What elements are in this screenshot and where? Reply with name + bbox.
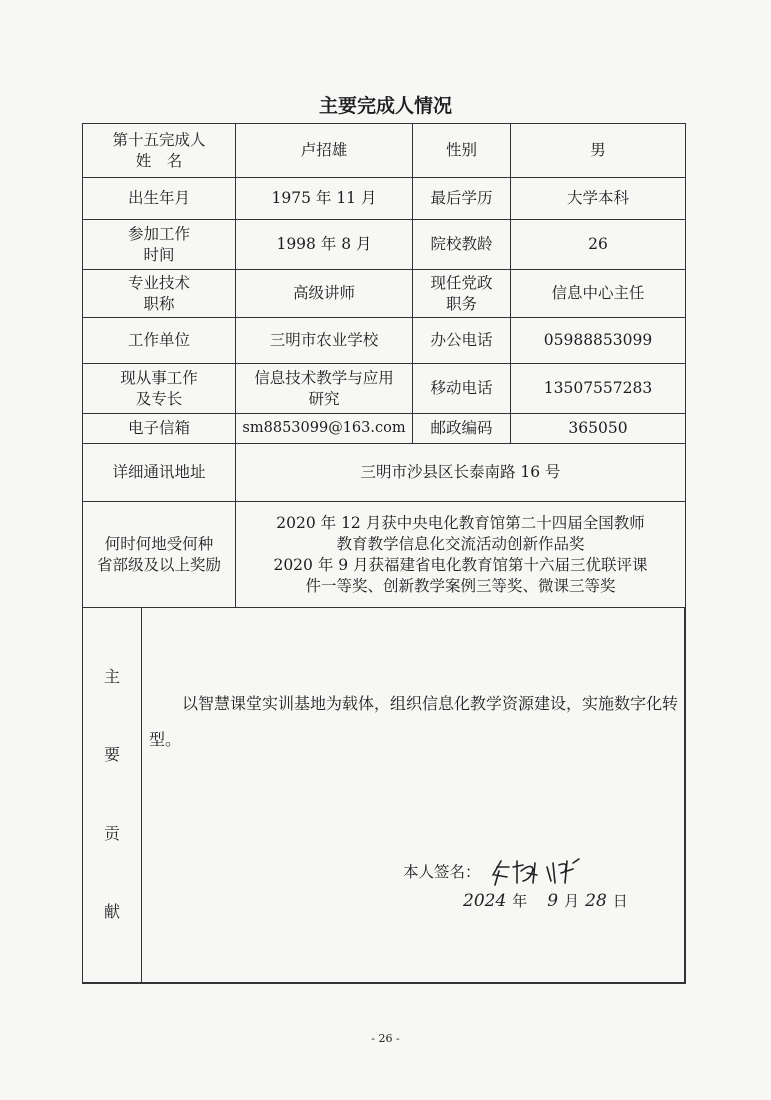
work-start-label: 参加工作 时间 — [83, 220, 236, 270]
professional-title-label: 专业技术 职称 — [83, 270, 236, 318]
contribution-section — [82, 607, 685, 983]
award-line: 2020 年 12 月获中央电化教育馆第二十四届全国教师 — [276, 513, 645, 532]
award-line: 件一等奖、创新教学案例三等奖、微课三等奖 — [305, 576, 616, 595]
mobile-label: 移动电话 — [413, 364, 511, 414]
contribution-label-char: 贡 — [103, 823, 120, 843]
awards-value — [236, 502, 686, 608]
postcode-label: 邮政编码 — [413, 414, 511, 444]
address-label: 详细通讯地址 — [83, 444, 236, 502]
contribution-label-char: 献 — [103, 901, 120, 921]
name-label: 第十五完成人 姓 名 — [83, 124, 236, 178]
contribution-label-char: 要 — [103, 745, 120, 765]
professional-title-value: 高级讲师 — [236, 270, 413, 318]
contribution-label-char: 主 — [103, 667, 120, 686]
office-phone-label: 办公电话 — [413, 318, 511, 364]
work-unit-label: 工作单位 — [83, 318, 236, 364]
email-label: 电子信箱 — [83, 414, 236, 444]
birth-label: 出生年月 — [83, 178, 236, 220]
page-number: - 26 - — [371, 1032, 400, 1045]
work-unit-value: 三明市农业学校 — [236, 318, 413, 364]
education-value: 大学本科 — [511, 178, 686, 220]
award-line: 教育教学信息化交流活动创新作品奖 — [336, 534, 585, 553]
gender-label: 性别 — [413, 124, 511, 178]
birth-value: 1975 年 11 月 — [236, 178, 413, 220]
name-value: 卢招雄 — [236, 124, 413, 178]
date-year: 2024 — [463, 891, 507, 911]
postcode-value: 365050 — [511, 414, 686, 444]
date-year-unit: 年 — [512, 892, 528, 910]
mobile-value: 13507557283 — [511, 364, 686, 414]
email-value: sm8853099@163.com — [236, 414, 413, 444]
awards-label: 何时何地受何种 省部级及以上奖励 — [83, 502, 236, 608]
teaching-age-value: 26 — [511, 220, 686, 270]
date-month: 9 — [547, 891, 559, 911]
teaching-age-label: 院校教龄 — [413, 220, 511, 270]
date-day: 28 — [585, 891, 607, 911]
position-value: 信息中心主任 — [511, 270, 686, 318]
handwritten-signature — [487, 853, 587, 889]
signature-label: 本人签名： — [403, 863, 481, 881]
contribution-label-column — [83, 608, 142, 982]
date-month-unit: 月 — [564, 892, 580, 910]
address-value: 三明市沙县区长泰南路 16 号 — [236, 444, 686, 502]
office-phone-value: 05988853099 — [511, 318, 686, 364]
work-start-value: 1998 年 8 月 — [236, 220, 413, 270]
education-label: 最后学历 — [413, 178, 511, 220]
specialty-label: 现从事工作 及专长 — [83, 364, 236, 414]
position-label: 现任党政 职务 — [413, 270, 511, 318]
signature-line — [403, 853, 587, 889]
page-title: 主要完成人情况 — [318, 95, 452, 117]
award-line: 2020 年 9 月获福建省电化教育馆第十六届三优联评课 — [273, 555, 648, 574]
contribution-text: 以智慧课堂实训基地为载体，组织信息化教学资源建设，实施数字化转型。 — [149, 694, 679, 749]
date-day-unit: 日 — [612, 892, 628, 910]
specialty-value: 信息技术教学与应用 研究 — [236, 364, 413, 414]
signature-date — [463, 890, 628, 911]
gender-value: 男 — [511, 124, 686, 178]
